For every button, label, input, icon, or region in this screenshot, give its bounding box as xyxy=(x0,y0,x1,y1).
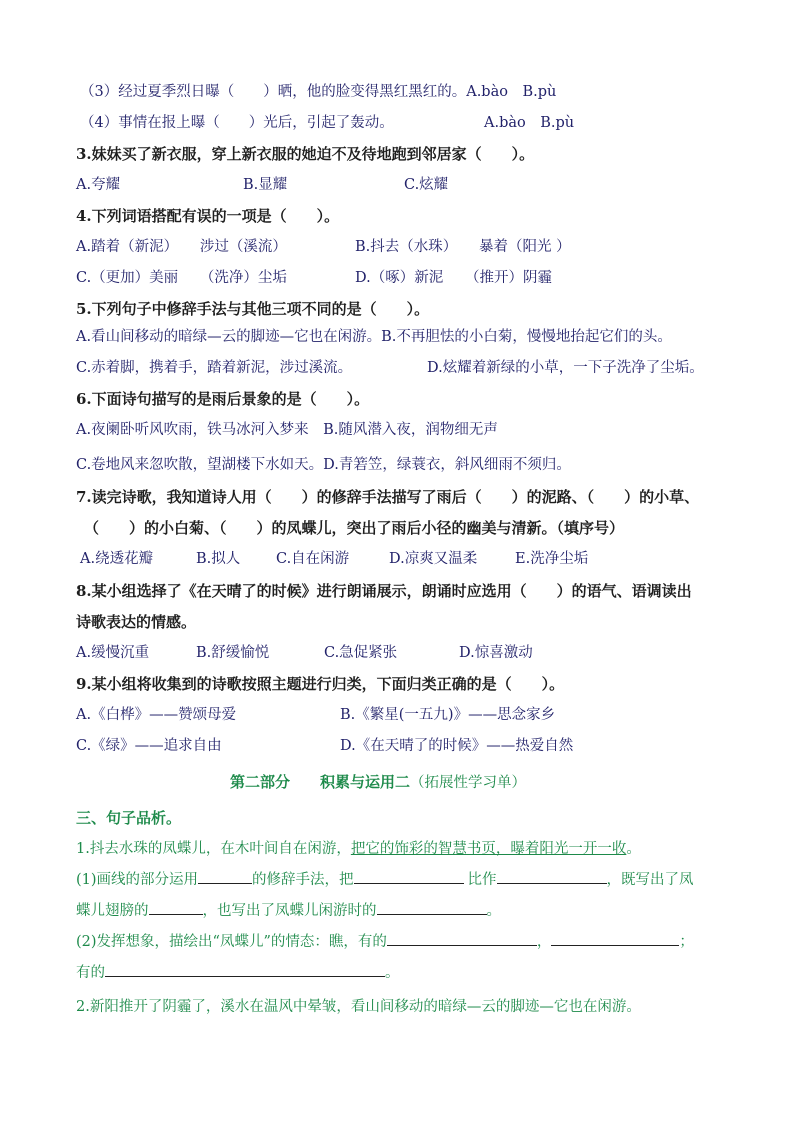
q7-option-e: E.洗净尘垢 xyxy=(515,551,589,567)
answer-blank[interactable] xyxy=(354,869,464,884)
sub-q2-text-e: 。 xyxy=(385,965,400,981)
q8-option-b: B.舒缓愉悦 xyxy=(196,645,270,661)
q4-option-a: A.踏着（新泥） 涉过（溪流） xyxy=(76,239,287,255)
q8-option-a: A.缓慢沉重 xyxy=(76,645,150,661)
question-8-line-2: 诗歌表达的情感。 xyxy=(76,613,197,631)
q6-options-cd: C.卷地风来忽吹散，望湖楼下水如天。D.青箬笠，绿蓑衣，斜风细雨不须归。 xyxy=(76,457,571,473)
question-6: 6.下面诗句描写的是雨后景象的是（ ）。 xyxy=(76,390,370,408)
sub-question-2-line-2 xyxy=(76,962,400,984)
q9-option-d: D.《在天晴了的时候》——热爱自然 xyxy=(340,738,574,754)
part-2-subtitle: （拓展性学习单） xyxy=(410,775,527,791)
answer-blank[interactable] xyxy=(149,900,203,915)
sub-question-2-line-1 xyxy=(76,931,694,953)
q8-option-c: C.急促紧张 xyxy=(324,645,398,661)
q7-option-c: C.自在闲游 xyxy=(276,551,350,567)
q4-option-d: D.（啄）新泥 （推开）阴霾 xyxy=(355,270,552,286)
part-2-title: 第二部分 积累与运用二 xyxy=(230,773,411,791)
sentence-1-underlined: 把它的饰彩的智慧书页，曝着阳光一开一收 xyxy=(350,841,627,857)
sub-q1-text-a: (1)画线的部分运用 xyxy=(76,872,199,888)
sentence-1-start: 1.抖去水珠的凤蝶儿，在木叶间自在闲游， xyxy=(76,841,351,857)
q3-option-c: C.炫耀 xyxy=(404,177,449,193)
sub-q1-text-g: 。 xyxy=(486,903,501,919)
question-9: 9.某小组将收集到的诗歌按照主题进行归类，下面归类正确的是（ ）。 xyxy=(76,675,565,693)
answer-blank[interactable] xyxy=(377,900,487,915)
part-2-heading xyxy=(230,771,526,794)
sentence-1 xyxy=(76,838,641,860)
question-8-line-1: 8.某小组选择了《在天晴了的时候》进行朗诵展示，朗诵时应选用（ ）的语气、语调读出 xyxy=(76,582,692,600)
sentence-1-end: 。 xyxy=(626,841,641,857)
q3-option-b: B.显耀 xyxy=(243,177,288,193)
item-4-line: （4）事情在报上曝（ ）光后，引起了轰动。 xyxy=(80,115,394,131)
answer-blank[interactable] xyxy=(198,869,252,884)
answer-blank[interactable] xyxy=(105,962,385,977)
question-3: 3.妹妹买了新衣服，穿上新衣服的她迫不及待地跑到邻居家（ ）。 xyxy=(76,145,535,163)
sub-q2-text-b: ， xyxy=(536,934,552,950)
sub-q1-text-b: 的修辞手法，把 xyxy=(252,872,354,888)
section-3-heading: 三、句子品析。 xyxy=(76,809,182,827)
question-4: 4.下列词语搭配有误的一项是（ ）。 xyxy=(76,207,340,225)
sentence-2: 2.新阳推开了阴霾了，溪水在温风中晕皱，看山间移动的暗绿—云的脚迹—它也在闲游。 xyxy=(76,999,641,1015)
question-7-line-1: 7.读完诗歌，我知道诗人用（ ）的修辞手法描写了雨后（ ）的泥路、（ ）的小草、 xyxy=(76,488,700,506)
sub-q1-text-c: 比作 xyxy=(467,872,497,888)
sub-q1-text-d: ，既写出了凤 xyxy=(606,872,694,888)
sub-question-1-line-2 xyxy=(76,900,501,922)
q5-option-c: C.赤着脚，携着手，踏着新泥，涉过溪流。 xyxy=(76,360,353,376)
sub-q1-text-e: 蝶儿翅膀的 xyxy=(76,903,149,919)
question-7-line-2: （ ）的小白菊、（ ）的凤蝶儿，突出了雨后小径的幽美与清新。（填序号） xyxy=(84,519,625,537)
answer-blank[interactable] xyxy=(551,931,679,946)
answer-blank[interactable] xyxy=(387,931,537,946)
sub-question-1-line-1 xyxy=(76,869,694,891)
q4-option-c: C.（更加）美丽 （洗净）尘垢 xyxy=(76,270,287,286)
q5-options-ab: A.看山间移动的暗绿—云的脚迹—它也在闲游。B.不再胆怯的小白菊，慢慢地抬起它们的头。 xyxy=(76,329,672,345)
q8-option-d: D.惊喜激动 xyxy=(459,645,533,661)
question-5: 5.下列句子中修辞手法与其他三项不同的是（ ）。 xyxy=(76,300,430,318)
answer-blank[interactable] xyxy=(497,869,607,884)
q3-option-a: A.夸耀 xyxy=(76,177,121,193)
sub-q2-text-c: ； xyxy=(679,934,694,950)
sub-q2-text-d: 有的 xyxy=(76,965,105,981)
q9-option-a: A.《白桦》——赞颂母爱 xyxy=(76,707,237,723)
item-3-line: （3）经过夏季烈日曝（ ）晒，他的脸变得黑红黑红的。A.bào B.pù xyxy=(80,84,557,100)
q9-option-c: C.《绿》——追求自由 xyxy=(76,738,222,754)
q7-option-b: B.拟人 xyxy=(196,551,241,567)
q4-option-b: B.抖去（水珠） 暴着（阳光 ） xyxy=(355,239,571,255)
q5-option-d: D.炫耀着新绿的小草，一下子洗净了尘垢。 xyxy=(427,360,704,376)
item-4-options: A.bào B.pù xyxy=(484,115,575,131)
sub-q2-text-a: (2)发挥想象，描绘出“凤蝶儿”的情态：瞧，有的 xyxy=(76,934,387,950)
q9-option-b: B.《繁星(一五九)》——思念家乡 xyxy=(340,707,556,723)
q7-option-a: A.绕透花瓣 xyxy=(80,551,154,567)
q7-option-d: D.凉爽又温柔 xyxy=(389,551,478,567)
q6-options-ab: A.夜阑卧听风吹雨，铁马冰河入梦来 B.随风潜入夜，润物细无声 xyxy=(76,422,498,438)
sub-q1-text-f: ，也写出了凤蝶儿闲游时的 xyxy=(202,903,377,919)
